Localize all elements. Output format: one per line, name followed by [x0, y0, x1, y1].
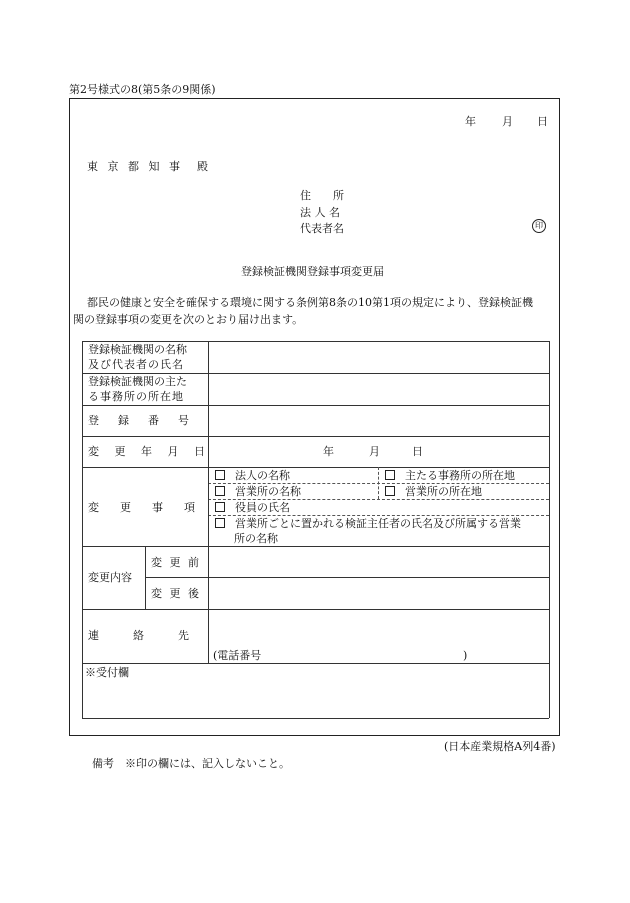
phone-close: ) [463, 649, 468, 662]
before-label: 変 更 前 [151, 556, 201, 569]
office-label-1: 登録検証機関の主た [88, 375, 187, 388]
checkbox-icon[interactable] [385, 486, 395, 496]
option-branch-location[interactable] [385, 486, 482, 497]
office-label-2: る事務所の所在地 [88, 390, 184, 403]
date-year[interactable]: 年 [465, 115, 476, 128]
option-supervisor-line-2: 所の名称 [234, 532, 278, 545]
form-title: 登録検証機関登録事項変更届 [241, 265, 384, 278]
org-name-label-1: 登録検証機関の名称 [88, 343, 187, 356]
body-text-line-2: 関の登録事項の変更を次のとおり届け出ます。 [73, 313, 304, 326]
change-date-year[interactable]: 年 [323, 445, 334, 458]
option-label: 役員の氏名 [235, 501, 290, 514]
registration-number-label: 登 録 番 号 [88, 414, 193, 427]
change-date-month[interactable]: 月 [369, 445, 380, 458]
change-date-day[interactable]: 日 [412, 445, 423, 458]
checkbox-icon[interactable] [215, 470, 225, 480]
checkbox-icon[interactable] [215, 486, 225, 496]
representative-label: 代表者名 [300, 222, 344, 235]
change-date-label: 変 更 年 月 日 [88, 445, 211, 458]
option-branch-name[interactable] [215, 486, 301, 497]
date-day[interactable]: 日 [537, 115, 548, 128]
option-main-office-location[interactable] [385, 470, 515, 481]
option-label: 営業所ごとに置かれる検証主任者の氏名及び所属する営業 [235, 517, 521, 530]
seal-mark: 印 [532, 219, 546, 233]
checkbox-icon[interactable] [215, 518, 225, 528]
checkbox-icon[interactable] [385, 470, 395, 480]
body-text-line-1: 都民の健康と安全を確保する環境に関する条例第8条の10第1項の規定により、登録検証機 [87, 296, 533, 309]
addressee: 東 京 都 知 事 殿 [87, 160, 211, 173]
option-corp-name[interactable] [215, 470, 290, 481]
option-label: 主たる事務所の所在地 [405, 469, 515, 482]
option-label: 法人の名称 [235, 469, 290, 482]
reception-label: ※受付欄 [85, 666, 129, 679]
form-code: 第2号様式の8(第5条の9関係) [69, 83, 216, 96]
contact-label: 連 絡 先 [88, 629, 193, 642]
size-note: (日本産業規格A列4番) [444, 740, 556, 753]
phone-open: (電話番号 [213, 649, 262, 662]
option-officer-name[interactable] [215, 502, 290, 513]
checkbox-icon[interactable] [215, 502, 225, 512]
change-items-label: 変 更 事 項 [88, 501, 200, 514]
date-month[interactable]: 月 [502, 115, 513, 128]
remarks: 備考 ※印の欄には、記入しないこと。 [92, 757, 290, 770]
change-content-label: 変更内容 [88, 571, 132, 584]
option-label: 営業所の所在地 [405, 485, 482, 498]
option-label: 営業所の名称 [235, 485, 301, 498]
corp-name-label: 法 人 名 [300, 206, 340, 219]
address-label: 住 所 [300, 189, 344, 202]
option-supervisor[interactable] [215, 518, 521, 529]
after-label: 変 更 後 [151, 587, 201, 600]
org-name-label-2: 及び代表者の氏名 [88, 358, 184, 371]
